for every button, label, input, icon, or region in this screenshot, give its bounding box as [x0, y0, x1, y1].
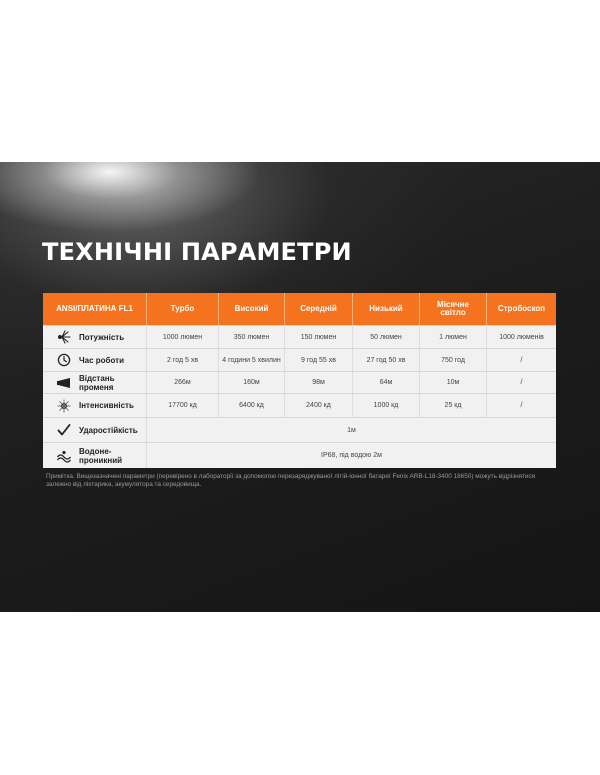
waterproof-value: IP68, під водою 2м — [146, 443, 556, 468]
water-splash-icon — [57, 449, 71, 463]
row-label-impact: Ударостійкість — [43, 418, 146, 442]
table-row — [43, 417, 556, 442]
cell-value: 10м — [419, 372, 486, 393]
cell-value: 98м — [284, 372, 352, 393]
cell-value: 1000 люмен — [146, 326, 218, 348]
spec-table — [43, 293, 556, 468]
cell-value: / — [486, 349, 556, 371]
cell-value: 25 кд — [419, 394, 486, 417]
cell-value: 4 години 5 хвилин — [218, 349, 284, 371]
cell-value: 1000 кд — [352, 394, 419, 417]
header-mode-turbo: Турбо — [146, 293, 218, 325]
row-label-beam-distance: Відстань променя — [43, 372, 146, 393]
cell-value: 1 люмен — [419, 326, 486, 348]
row-label-intensity: Інтенсивність — [43, 394, 146, 417]
table-row — [43, 371, 556, 393]
cell-value: 2 год 5 хв — [146, 349, 218, 371]
table-row — [43, 348, 556, 371]
cell-value: 266м — [146, 372, 218, 393]
row-label-power: Потужність — [43, 326, 146, 348]
clock-icon — [57, 353, 71, 367]
table-row — [43, 442, 556, 468]
cell-value: 9 год 55 хв — [284, 349, 352, 371]
spec-banner — [0, 162, 600, 612]
impact-value: 1м — [146, 418, 556, 442]
cell-value: / — [486, 372, 556, 393]
cell-value: 350 люмен — [218, 326, 284, 348]
row-label-waterproof: Водоне-проникний — [43, 443, 146, 468]
cell-value: 160м — [218, 372, 284, 393]
table-header-row — [43, 293, 556, 325]
cell-value: 2400 кд — [284, 394, 352, 417]
table-row — [43, 393, 556, 417]
page-title: ТЕХНІЧНІ ПАРАМЕТРИ — [42, 238, 352, 266]
footnote: Примітка. Вищезазначені параметри (перевірено в лабораторії за допомогою перезаряджуваної літій-іонної батареї Fenix ARB-L18-3400 18650) можуть відрізнятися залежно від ліхтарика, акумулятора та середовища. — [46, 473, 536, 488]
cell-value: 17700 кд — [146, 394, 218, 417]
cell-value: 1000 люменів — [486, 326, 556, 348]
cell-value: 50 люмен — [352, 326, 419, 348]
cell-value: 750 год — [419, 349, 486, 371]
cell-value: / — [486, 394, 556, 417]
beam-distance-icon — [57, 376, 71, 390]
intensity-icon — [57, 399, 71, 413]
table-row — [43, 325, 556, 348]
header-mode-label: ANSI/ПЛАТИНА FL1 — [56, 304, 133, 313]
cell-value: 27 год 50 хв — [352, 349, 419, 371]
cell-value: 150 люмен — [284, 326, 352, 348]
header-mode-strobe: Стробоскоп — [486, 293, 556, 325]
cell-value: 6400 кд — [218, 394, 284, 417]
header-mode-low: Низький — [352, 293, 419, 325]
header-mode-high: Високий — [218, 293, 284, 325]
brightness-icon — [57, 330, 71, 344]
header-mode-medium: Середній — [284, 293, 352, 325]
checkmark-icon — [57, 423, 71, 437]
cell-value: 64м — [352, 372, 419, 393]
row-label-runtime: Час роботи — [43, 349, 146, 371]
header-mode-moonlight: Місячне світло — [419, 293, 486, 325]
